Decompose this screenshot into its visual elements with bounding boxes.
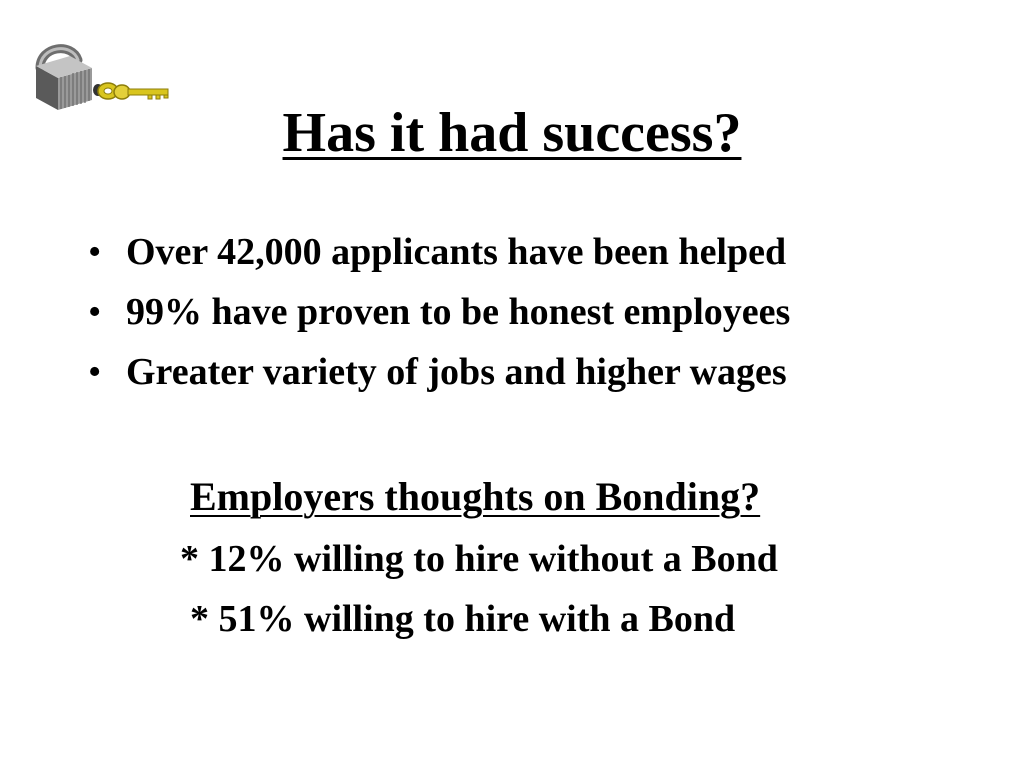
section-subheading: Employers thoughts on Bonding?	[190, 474, 761, 519]
list-item	[88, 222, 790, 282]
bullet-text: 99% have proven to be honest employees	[126, 291, 791, 333]
bullet-icon: •	[88, 291, 102, 333]
bullet-icon: •	[88, 231, 102, 273]
slide-title: Has it had success?	[282, 102, 742, 164]
bullet-text: Over 42,000 applicants have been helped	[126, 231, 787, 273]
list-item	[88, 282, 790, 342]
stat-line: * 12% willing to hire without a Bond	[180, 538, 778, 580]
bullet-icon: •	[88, 351, 102, 393]
stat-line: * 51% willing to hire with a Bond	[190, 598, 736, 640]
bullet-text: Greater variety of jobs and higher wages	[126, 351, 787, 393]
bullet-list	[88, 222, 790, 402]
list-item	[88, 342, 790, 402]
